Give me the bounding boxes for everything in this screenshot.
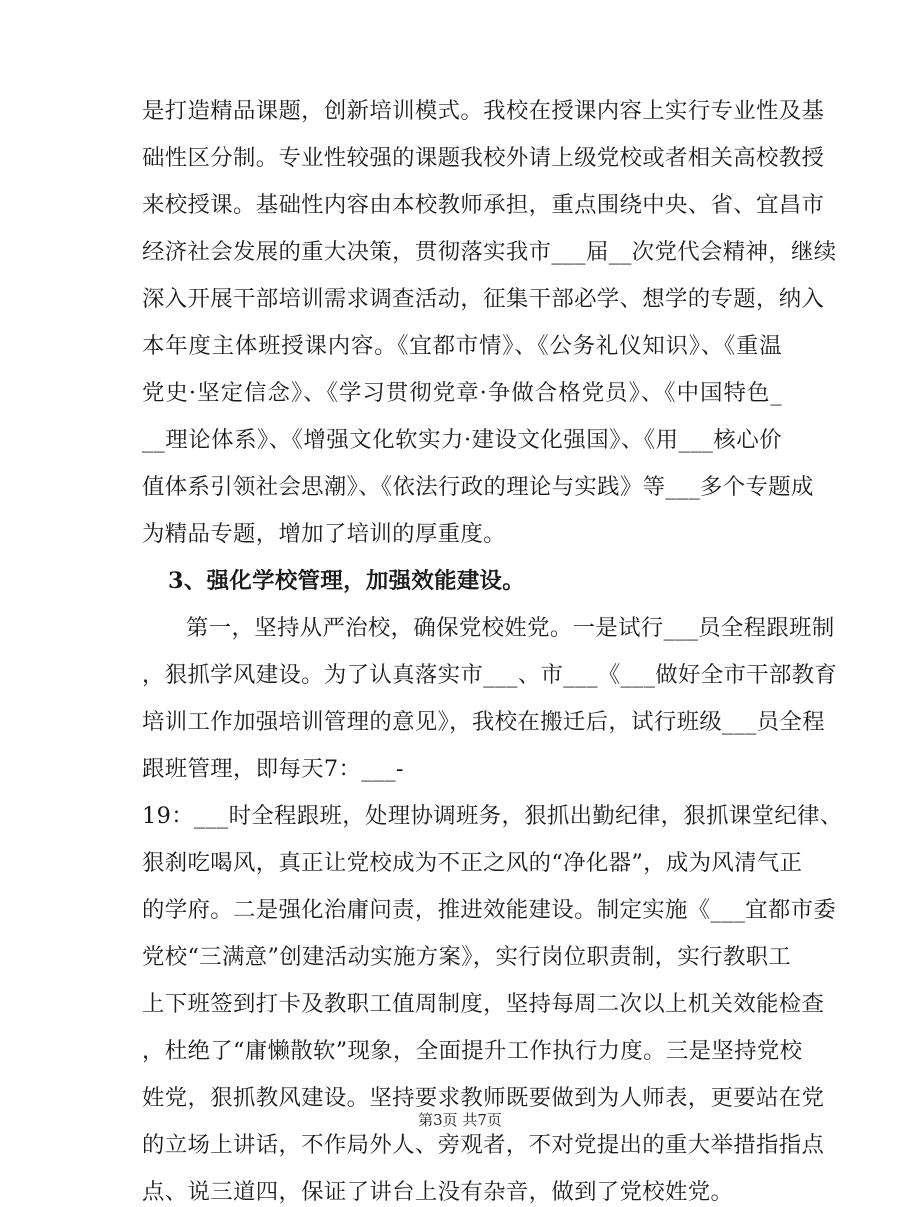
body-line: 值体系引领社会思潮》、《依法行政的理论与实践》等___多个专题成 xyxy=(142,474,814,500)
section-heading: 3、强化学校管理，加强效能建设。 xyxy=(168,568,526,594)
page-number-footer: 第3页 共7页 xyxy=(418,1111,502,1129)
body-line: 为精品专题，增加了培训的厚重度。 xyxy=(142,521,506,547)
body-line: 19：___时全程跟班，处理协调班务，狠抓出勤纪律，狠抓课堂纪律、 xyxy=(142,803,843,829)
body-line: 是打造精品课题，创新培训模式。我校在授课内容上实行专业性及基 xyxy=(142,98,825,124)
body-line: 党校“三满意”创建活动实施方案》，实行岗位职责制，实行教职工 xyxy=(142,944,792,970)
body-line: 的学府。二是强化治庸问责，推进效能建设。制定实施《___宜都市委 xyxy=(142,897,837,923)
body-line: 培训工作加强培训管理的意见》，我校在搬迁后，试行班级___员全程 xyxy=(142,709,825,735)
body-line: 狠刹吃喝风，真正让党校成为不正之风的“净化器”，成为风清气正 xyxy=(142,850,803,876)
paragraph-first-line: 第一，坚持从严治校，确保党校姓党。一是试行___员全程跟班制 xyxy=(186,615,835,641)
body-line: 经济社会发展的重大决策，贯彻落实我市___届__次党代会精神，继续 xyxy=(142,239,837,265)
body-line: 跟班管理，即每天7：___- xyxy=(142,756,404,782)
body-line: 来校授课。基础性内容由本校教师承担，重点围绕中央、省、宜昌市 xyxy=(142,192,825,218)
body-line: __理论体系》、《增强文化软实力·建设文化强国》、《用___核心价 xyxy=(142,427,782,453)
body-line: 姓党，狠抓教风建设。坚持要求教师既要做到为人师表，更要站在党 xyxy=(142,1085,825,1111)
body-line: 点、说三道四，保证了讲台上没有杂音，做到了党校姓党。 xyxy=(142,1179,734,1205)
body-line: ，杜绝了“庸懒散软”现象，全面提升工作执行力度。三是坚持党校 xyxy=(142,1038,803,1064)
body-line: 深入开展干部培训需求调查活动，征集干部必学、想学的专题，纳入 xyxy=(142,286,825,312)
body-line: ，狠抓学风建设。为了认真落实市___、市___《___做好全市干部教育 xyxy=(142,662,838,688)
body-line: 本年度主体班授课内容。《宜都市情》、《公务礼仪知识》、《重温 xyxy=(142,333,782,359)
body-line: 的立场上讲话，不作局外人、旁观者，不对党提出的重大举措指指点 xyxy=(142,1132,825,1158)
body-line: 上下班签到打卡及教职工值周制度，坚持每周二次以上机关效能检查 xyxy=(142,991,825,1017)
body-line: 党史·坚定信念》、《学习贯彻党章·争做合格党员》、《中国特色_ xyxy=(142,380,782,406)
body-line: 础性区分制。专业性较强的课题我校外请上级党校或者相关高校教授 xyxy=(142,145,825,171)
